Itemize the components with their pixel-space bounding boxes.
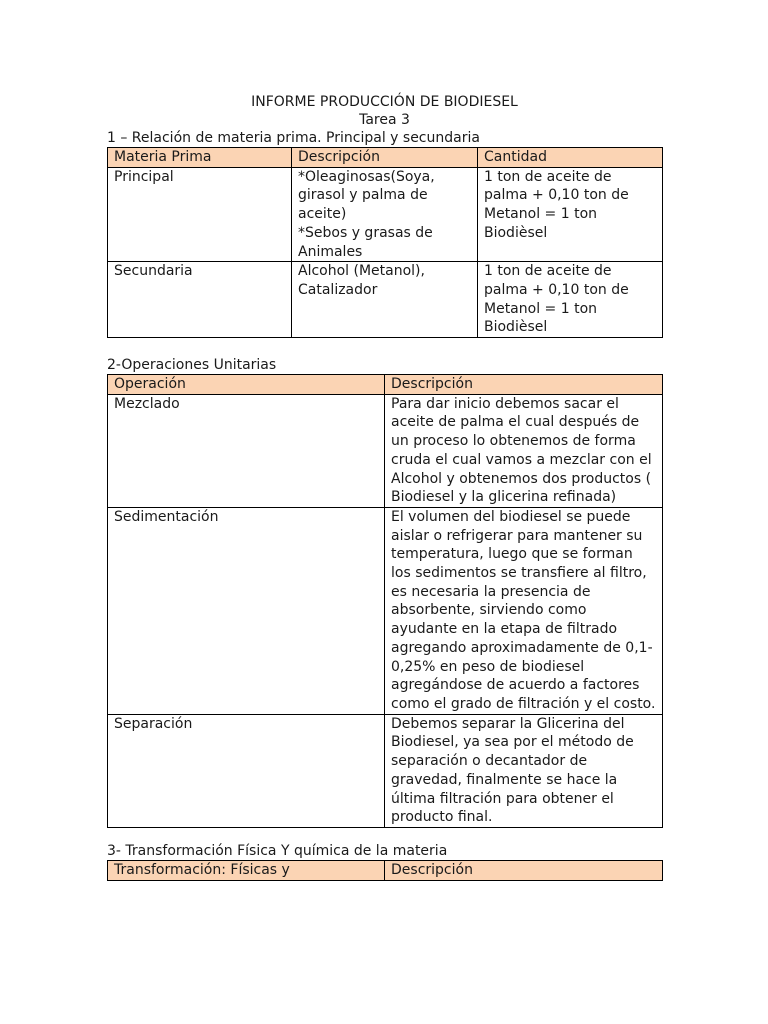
document-page (107, 93, 662, 881)
section-1-heading: 1 – Relación de materia prima. Principal y secundaria (107, 130, 480, 146)
table-row (108, 394, 663, 507)
table-row (108, 714, 663, 827)
column-header: Transformación: Físicas y (108, 860, 385, 880)
operation-description: El volumen del biodiesel se puede aislar o refrigerar para mantener su temperatura, luego que se forman los sedimentos se transfiere al filtro, es necesaria la presencia de absorbente, sirviendo como ayudante en la etapa de filtrado agregando aproximadamente de 0,1-0,25% en peso de biodiesel agregándose de acuerdo a factores como el grado de filtración y el costo. (385, 507, 663, 714)
column-header: Descripción (292, 148, 478, 168)
raw-material-type: Principal (108, 167, 292, 262)
document-subtitle: Tarea 3 (359, 112, 410, 128)
column-header: Descripción (385, 375, 663, 395)
column-header: Descripción (385, 860, 663, 880)
raw-material-quantity: 1 ton de aceite de palma + 0,10 ton de Metanol = 1 ton Biodièsel (478, 167, 663, 262)
operation-name: Separación (108, 714, 385, 827)
table-header-row (108, 148, 663, 168)
unit-operations-table (107, 374, 663, 828)
operation-name: Mezclado (108, 394, 385, 507)
operation-name: Sedimentación (108, 507, 385, 714)
document-title: INFORME PRODUCCIÓN DE BIODIESEL (251, 94, 518, 110)
table-header-row (108, 860, 663, 880)
description-line: *Oleaginosas(Soya, girasol y palma de aceite) (298, 168, 435, 223)
section-2-heading: 2-Operaciones Unitarias (107, 357, 277, 374)
table-row (108, 507, 663, 714)
description-line: Alcohol (Metanol), Catalizador (298, 263, 425, 298)
column-header: Cantidad (478, 148, 663, 168)
table-header-row (108, 375, 663, 395)
operation-description: Para dar inicio debemos sacar el aceite de palma el cual después de un proceso lo obtenemos de forma cruda el cual vamos a mezclar con el Alcohol y obtenemos dos productos ( Biodiesel y la glicerina refinada) (385, 394, 663, 507)
column-header: Materia Prima (108, 148, 292, 168)
table-row (108, 262, 663, 338)
table-row (108, 167, 663, 262)
raw-material-quantity: 1 ton de aceite de palma + 0,10 ton de Metanol = 1 ton Biodièsel (478, 262, 663, 338)
description-line: *Sebos y grasas de Animales (298, 224, 433, 260)
raw-material-type: Secundaria (108, 262, 292, 338)
column-header: Operación (108, 375, 385, 395)
raw-material-description (292, 262, 478, 338)
raw-materials-table (107, 147, 663, 338)
transformations-table (107, 860, 663, 881)
raw-material-description (292, 167, 478, 262)
operation-description: Debemos separar la Glicerina del Biodiesel, ya sea por el método de separación o decantador de gravedad, finalmente se hace la última filtración para obtener el producto final. (385, 714, 663, 827)
section-3-heading: 3- Transformación Física Y química de la materia (107, 842, 448, 859)
